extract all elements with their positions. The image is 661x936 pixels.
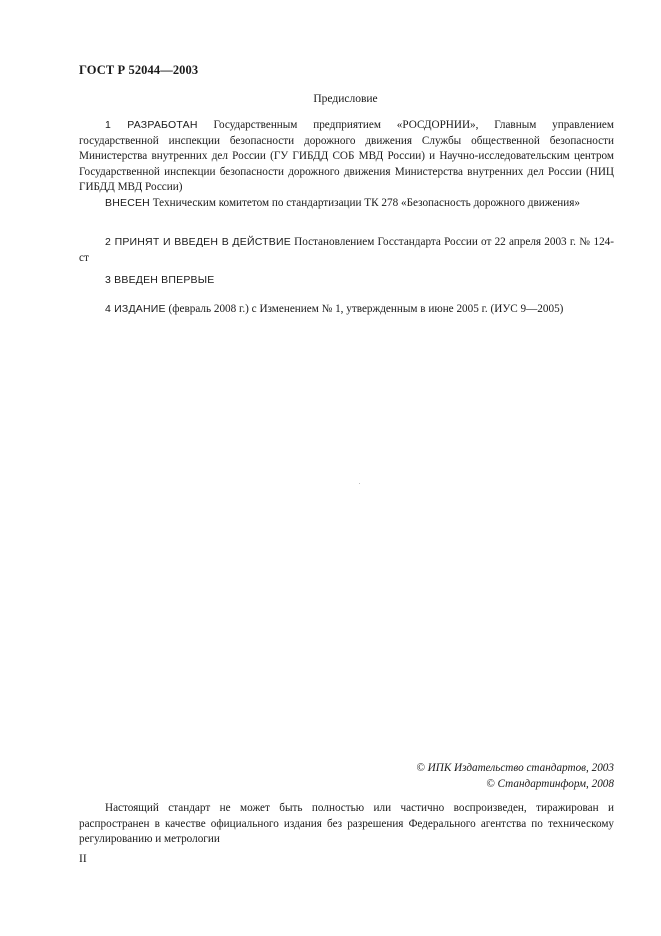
foreword-item-edition xyxy=(79,302,614,318)
item-text: Постановлением Госстандарта России от 22 апреля 2003 г. № 124-ст xyxy=(79,236,614,264)
copyright-block xyxy=(416,761,614,792)
reproduction-notice: Настоящий стандарт не может быть полностью или частично воспроизведен, тиражирован и распространен в качестве официального издания без разрешения Федерального агентства по техническому регулированию и метрологии xyxy=(79,802,614,845)
item-label: ВНЕСЕН xyxy=(105,197,150,209)
item-label: 1 РАЗРАБОТАН xyxy=(105,119,198,131)
foreword-item-adopted xyxy=(79,235,614,266)
foreword-title: Предисловие xyxy=(313,93,378,105)
item-text: (февраль 2008 г.) с Изменением № 1, утвержденным в июне 2005 г. (ИУС 9—2005) xyxy=(165,303,564,315)
item-text: Техническим комитетом по стандартизации ТК 278 «Безопасность дорожного движения» xyxy=(149,197,581,209)
copyright-line-2: © Стандартинформ, 2008 xyxy=(486,777,614,790)
scan-speck xyxy=(359,483,360,484)
item-text: Государственным предприятием «РОСДОРНИИ», Главным управлением государственной инспекции безопасности дорожного движения Службы общественной безопасности Министерства внутренних дел России (ГУ ГИБДД СОБ МВД России) и Научно-исследовательским центром Государственной инспекции безопасности дорожного движения Министерства внутренних дел России (НИЦ ГИБДД МВД России) xyxy=(79,119,614,193)
document-code-header: ГОСТ Р 52044—2003 xyxy=(79,63,199,77)
item-label: 4 ИЗДАНИЕ xyxy=(105,303,166,315)
item-label: 3 ВВЕДЕН ВПЕРВЫЕ xyxy=(105,274,215,286)
foreword-item-developed xyxy=(79,118,614,196)
page-number: II xyxy=(79,853,87,865)
foreword-item-first-introduced xyxy=(79,273,614,289)
copyright-line-1: © ИПК Издательство стандартов, 2003 xyxy=(416,762,614,774)
foreword-item-introduced xyxy=(79,196,614,212)
item-label: 2 ПРИНЯТ И ВВЕДЕН В ДЕЙСТВИЕ xyxy=(105,236,291,248)
